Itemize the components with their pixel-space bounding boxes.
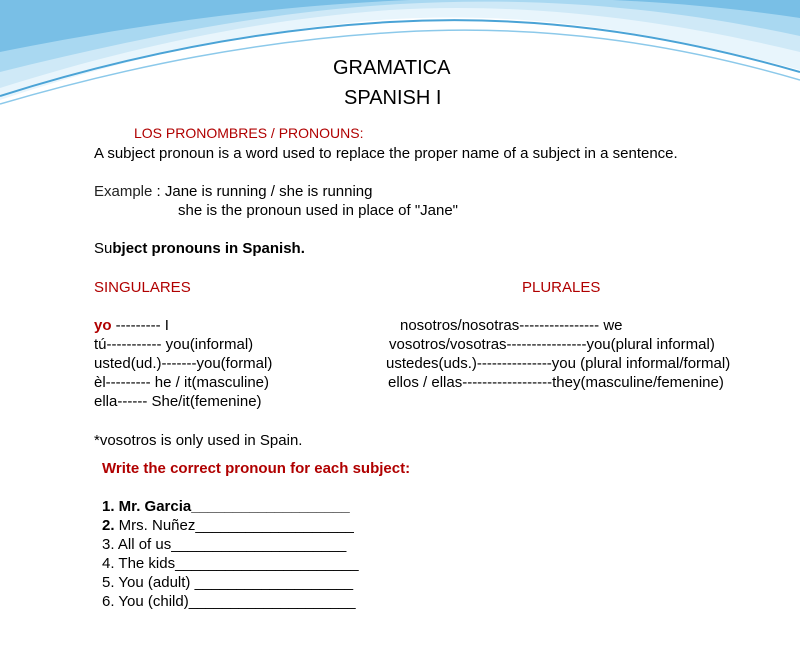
exercise-item-text: Mr. Garcia___________________ (114, 498, 350, 515)
plural-item: vosotros/vosotras----------------you(plural informal) (389, 336, 715, 353)
singulares-header: SINGULARES (94, 279, 191, 296)
singular-yo-meaning: --------- I (111, 317, 169, 334)
exercise-item (102, 497, 359, 516)
exercise-item (102, 592, 359, 611)
example-label: Example (94, 183, 153, 200)
exercise-item-number: 5. (102, 574, 115, 591)
singular-item (94, 316, 272, 335)
plural-item: ellos / ellas------------------they(masculine/femenine) (388, 374, 724, 391)
page-title-line2: SPANISH I (344, 87, 442, 109)
exercise-item (102, 516, 359, 535)
subject-heading-prefix: Su (94, 240, 113, 257)
exercise-item-number: 4. (102, 555, 115, 572)
exercise-item-text: You (adult) ___________________ (114, 574, 354, 591)
exercise-item-text: Mrs. Nuñez___________________ (114, 517, 354, 534)
example-text: : Jane is running / she is running (152, 183, 373, 200)
plural-item: nosotros/nosotras---------------- we (400, 317, 623, 334)
singular-item: usted(ud.)-------you(formal) (94, 355, 273, 372)
exercise-item (102, 573, 359, 592)
exercise-instruction: Write the correct pronoun for each subject: (102, 460, 411, 477)
exercise-item-number: 3. (102, 536, 115, 553)
page-title-line1: GRAMATICA (333, 57, 451, 79)
exercise-item-text: All of us_____________________ (114, 536, 347, 553)
exercise-item-number: 1. (102, 498, 115, 515)
exercise-item-number: 6. (102, 593, 115, 610)
plurales-list (386, 316, 730, 392)
exercise-item (102, 554, 359, 573)
vosotros-note: *vosotros is only used in Spain. (94, 432, 303, 449)
singular-yo: yo (94, 317, 112, 334)
example-line2: she is the pronoun used in place of "Jane" (178, 202, 459, 219)
exercise-item-text: You (child)____________________ (114, 593, 356, 610)
exercise-item-number: 2. (102, 517, 115, 534)
pronouns-heading: LOS PRONOMBRES / PRONOUNS: (134, 125, 364, 141)
exercise-item (102, 535, 359, 554)
plurales-header: PLURALES (522, 279, 601, 296)
exercise-item-text: The kids______________________ (114, 555, 359, 572)
exercise-list (102, 497, 359, 611)
singular-item: tú----------- you(informal) (94, 336, 254, 353)
singular-item: èl--------- he / it(masculine) (94, 374, 270, 391)
plural-item: ustedes(uds.)---------------you (plural informal/formal) (386, 355, 731, 372)
subject-heading-rest: bject pronouns in Spanish. (112, 240, 305, 257)
singular-item: ella------ She/it(femenine) (94, 393, 262, 410)
example-line1 (94, 182, 373, 201)
subject-pronoun-definition: A subject pronoun is a word used to replace the proper name of a subject in a sentence. (94, 145, 678, 162)
subject-pronouns-heading (94, 239, 305, 258)
singulares-list (94, 316, 272, 411)
